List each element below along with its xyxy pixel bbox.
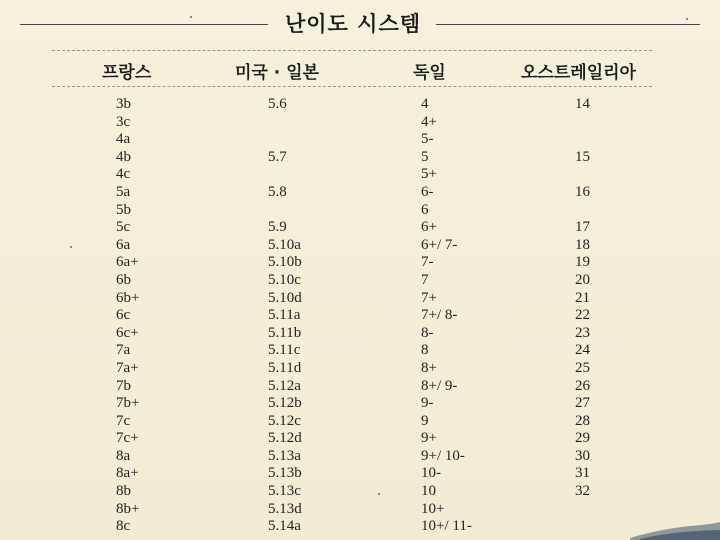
grade-australia: 31 — [575, 465, 590, 482]
grade-australia: 26 — [575, 377, 590, 394]
grade-germany: 6+/ 7- — [421, 236, 458, 253]
table-row — [0, 219, 720, 237]
table-row — [0, 360, 720, 378]
grade-australia: 21 — [575, 289, 590, 306]
grade-usa-japan: 5.13b — [268, 465, 302, 482]
paper-speck — [70, 246, 72, 248]
grade-usa-japan: 5.11a — [268, 307, 301, 324]
grade-germany: 5- — [421, 131, 434, 148]
grade-france: 4b — [116, 148, 131, 165]
grade-france: 3c — [116, 113, 131, 130]
grade-france: 7a — [116, 342, 131, 359]
grade-australia: 29 — [575, 430, 590, 447]
table-row — [0, 114, 720, 132]
grade-usa-japan: 5.10a — [268, 236, 301, 253]
table-row — [0, 202, 720, 220]
grade-usa-japan: 5.6 — [268, 96, 287, 112]
grade-france: 7c+ — [116, 430, 139, 447]
grade-germany: 6- — [421, 183, 434, 200]
table-row — [0, 272, 720, 290]
table-row — [0, 465, 720, 483]
title-row — [0, 8, 720, 40]
grade-germany: 9+/ 10- — [421, 447, 465, 464]
grade-france: 3b — [116, 96, 131, 112]
grade-france: 8a — [116, 447, 131, 464]
table-row — [0, 483, 720, 501]
grade-australia: 30 — [575, 447, 590, 464]
grade-france: 4c — [116, 166, 131, 183]
grade-australia: 18 — [575, 236, 590, 253]
grade-france: 6c — [116, 307, 131, 324]
table-row — [0, 430, 720, 448]
grade-germany: 10+/ 11- — [421, 518, 472, 535]
grade-germany: 4 — [421, 96, 429, 112]
table-row — [0, 395, 720, 413]
grade-germany: 9- — [421, 395, 434, 412]
grade-france: 5b — [116, 201, 131, 218]
table-row — [0, 149, 720, 167]
grade-france: 7a+ — [116, 359, 139, 376]
grade-france: 4a — [116, 131, 131, 148]
grade-france: 6b+ — [116, 289, 140, 306]
grade-france: 6a+ — [116, 254, 139, 271]
grade-france: 7c — [116, 412, 131, 429]
grade-australia: 20 — [575, 271, 590, 288]
grade-france: 8a+ — [116, 465, 139, 482]
column-header-france: 프랑스 — [102, 63, 152, 83]
grade-france: 6c+ — [116, 324, 139, 341]
corner-stain — [630, 518, 720, 540]
grade-usa-japan: 5.11c — [268, 342, 301, 359]
column-header-germany: 독일 — [413, 63, 446, 83]
grade-germany: 8+ — [421, 359, 437, 376]
grade-germany: 9 — [421, 412, 429, 429]
grade-germany: 6 — [421, 201, 429, 218]
paper-speck — [190, 16, 192, 18]
grade-usa-japan: 5.12d — [268, 430, 302, 447]
table-row — [0, 342, 720, 360]
grade-germany: 10 — [421, 483, 436, 500]
table-row — [0, 413, 720, 431]
table-row — [0, 237, 720, 255]
header-bottom-rule — [52, 86, 652, 87]
table-row — [0, 448, 720, 466]
grade-france: 8b+ — [116, 500, 140, 517]
grade-usa-japan: 5.10c — [268, 271, 301, 288]
grade-table-body — [0, 96, 720, 536]
table-row — [0, 166, 720, 184]
grade-germany: 6+ — [421, 219, 437, 236]
grade-australia: 23 — [575, 324, 590, 341]
table-row — [0, 501, 720, 519]
column-header-australia: 오스트레일리아 — [521, 63, 636, 83]
title-divider-right — [436, 24, 700, 25]
table-row — [0, 518, 720, 536]
grade-germany: 10- — [421, 465, 441, 482]
grade-australia: 28 — [575, 412, 590, 429]
title-divider-left — [20, 24, 268, 25]
table-row — [0, 96, 720, 114]
grade-germany: 7- — [421, 254, 434, 271]
grade-usa-japan: 5.14a — [268, 518, 301, 535]
grade-usa-japan: 5.12c — [268, 412, 301, 429]
grade-usa-japan: 5.7 — [268, 148, 287, 165]
grade-france: 8b — [116, 483, 131, 500]
grade-australia: 22 — [575, 307, 590, 324]
grade-usa-japan: 5.10d — [268, 289, 302, 306]
grade-germany: 7+ — [421, 289, 437, 306]
header-top-rule — [52, 50, 652, 51]
grade-usa-japan: 5.13d — [268, 500, 302, 517]
grade-france: 6b — [116, 271, 131, 288]
column-header-usa-japan: 미국 · 일본 — [235, 63, 319, 83]
grade-australia: 15 — [575, 148, 590, 165]
table-row — [0, 307, 720, 325]
grade-usa-japan: 5.13a — [268, 447, 301, 464]
grade-australia: 25 — [575, 359, 590, 376]
grade-france: 5c — [116, 219, 131, 236]
grade-germany: 8 — [421, 342, 429, 359]
grade-australia: 16 — [575, 183, 590, 200]
grade-australia: 27 — [575, 395, 590, 412]
grade-germany: 8+/ 9- — [421, 377, 458, 394]
grade-germany: 7+/ 8- — [421, 307, 458, 324]
grade-australia: 17 — [575, 219, 590, 236]
grade-germany: 10+ — [421, 500, 445, 517]
grade-usa-japan: 5.12b — [268, 395, 302, 412]
grade-france: 6a — [116, 236, 131, 253]
grade-france: 5a — [116, 183, 131, 200]
grade-germany: 5 — [421, 148, 429, 165]
grade-usa-japan: 5.11d — [268, 359, 302, 376]
grade-usa-japan: 5.13c — [268, 483, 301, 500]
grade-france: 7b — [116, 377, 131, 394]
table-row — [0, 184, 720, 202]
paper-speck — [378, 493, 380, 495]
grade-germany: 8- — [421, 324, 434, 341]
grade-france: 8c — [116, 518, 131, 535]
grade-australia: 14 — [575, 96, 590, 112]
grade-germany: 7 — [421, 271, 429, 288]
grade-germany: 9+ — [421, 430, 437, 447]
grade-australia: 32 — [575, 483, 590, 500]
table-row — [0, 254, 720, 272]
table-row — [0, 378, 720, 396]
grade-usa-japan: 5.8 — [268, 183, 287, 200]
grade-australia: 19 — [575, 254, 590, 271]
table-row — [0, 290, 720, 308]
grade-usa-japan: 5.9 — [268, 219, 287, 236]
table-row — [0, 131, 720, 149]
grade-germany: 4+ — [421, 113, 437, 130]
paper-speck — [686, 18, 688, 20]
grade-australia: 24 — [575, 342, 590, 359]
grade-usa-japan: 5.10b — [268, 254, 302, 271]
table-header — [0, 58, 720, 84]
grade-usa-japan: 5.12a — [268, 377, 301, 394]
grade-usa-japan: 5.11b — [268, 324, 302, 341]
grade-germany: 5+ — [421, 166, 437, 183]
page-title: 난이도 시스템 — [284, 12, 422, 36]
table-row — [0, 325, 720, 343]
grade-france: 7b+ — [116, 395, 140, 412]
